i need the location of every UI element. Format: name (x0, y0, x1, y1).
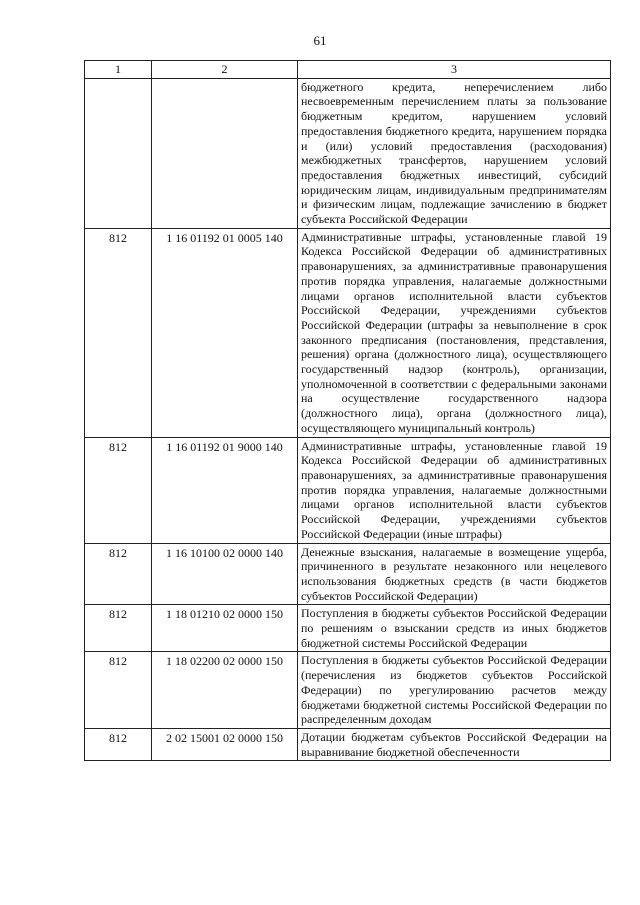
page-number: 61 (313, 33, 327, 48)
revenue-description-cell: Дотации бюджетам субъектов Российской Федерации на выравнивание бюджетной обеспеченности (298, 728, 611, 760)
admin-code-cell: 812 (85, 652, 152, 729)
table-body (85, 78, 611, 761)
revenue-code-cell: 2 02 15001 02 0000 150 (152, 728, 298, 760)
revenue-code-cell: 1 16 10100 02 0000 140 (152, 543, 298, 605)
table-row (85, 728, 611, 760)
revenue-codes-table (84, 60, 611, 761)
table-row (85, 605, 611, 652)
table-row (85, 652, 611, 729)
table-header-row (85, 61, 611, 79)
column-header: 2 (152, 61, 298, 79)
table-row (85, 437, 611, 543)
revenue-code-cell: 1 16 01192 01 0005 140 (152, 228, 298, 437)
revenue-code-cell: 1 18 01210 02 0000 150 (152, 605, 298, 652)
revenue-description-cell: Поступления в бюджеты субъектов Российской Федерации (перечисления из бюджетов субъектов Российской Федерации) по урегулированию расчетов между бюджетами бюджетной системы Российской Федерации по распределенным доходам (298, 652, 611, 729)
admin-code-cell: 812 (85, 728, 152, 760)
table-row (85, 228, 611, 437)
revenue-description-cell: Денежные взыскания, налагаемые в возмещение ущерба, причиненного в результате незаконного или нецелевого использования бюджетных средств (в части бюджетов субъектов Российской Федерации) (298, 543, 611, 605)
revenue-code-cell: 1 16 01192 01 9000 140 (152, 437, 298, 543)
admin-code-cell: 812 (85, 543, 152, 605)
admin-code-cell: 812 (85, 228, 152, 437)
admin-code-cell (85, 78, 152, 228)
column-header: 1 (85, 61, 152, 79)
revenue-description-cell: бюджетного кредита, неперечислением либо несвоевременным перечислением платы за пользование бюджетным кредитом, нарушением условий предоставления бюджетного кредита, нарушением порядка и (или) условий предоставления (расходования) межбюджетных трансфертов, нарушением условий предоставления бюджетных инвестиций, субсидий юридическим лицам, индивидуальным предпринимателям и физическим лицам, подлежащие зачислению в бюджет субъекта Российской Федерации (298, 78, 611, 228)
admin-code-cell: 812 (85, 437, 152, 543)
revenue-description-cell: Административные штрафы, установленные главой 19 Кодекса Российской Федерации об административных правонарушениях, за административные правонарушения против порядка управления, налагаемые должностными лицами органов исполнительной власти субъектов Российской Федерации, учреждениями субъектов Российской Федерации (штрафы за невыполнение в срок законного предписания (постановления, представления, решения) органа (должностного лица), осуществляющего государственный надзор (контроль), организации, уполномоченной в соответствии с федеральными законами на осуществление государственного надзора (должностного лица), органа (должностного лица), осуществляющего муниципальный контроль) (298, 228, 611, 437)
revenue-description-cell: Административные штрафы, установленные главой 19 Кодекса Российской Федерации об административных правонарушениях, за административные правонарушения против порядка управления, налагаемые должностными лицами органов исполнительной власти субъектов Российской Федерации, учреждениями субъектов Российской Федерации (иные штрафы) (298, 437, 611, 543)
revenue-description-cell: Поступления в бюджеты субъектов Российской Федерации по решениям о взыскании средств из иных бюджетов бюджетной системы Российской Федерации (298, 605, 611, 652)
table-row (85, 78, 611, 228)
revenue-code-cell: 1 18 02200 02 0000 150 (152, 652, 298, 729)
admin-code-cell: 812 (85, 605, 152, 652)
table-row (85, 543, 611, 605)
column-header: 3 (298, 61, 611, 79)
revenue-code-cell (152, 78, 298, 228)
